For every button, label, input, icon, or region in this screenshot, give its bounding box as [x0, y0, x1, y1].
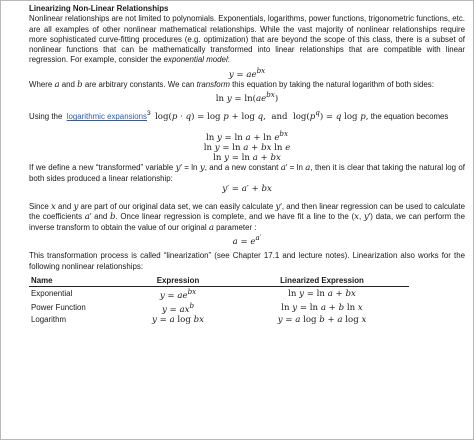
table-row: [29, 301, 409, 315]
table-cell-expression: $y = ax^b$: [161, 301, 195, 316]
equation-log-both-sides: $\ln y = \ln(ae^{bx})$: [215, 90, 279, 105]
table-header-expression: Expression: [121, 276, 235, 287]
table-header-linearized: Linearized Expression: [235, 276, 409, 287]
table-cell-expression: y = a log bx: [152, 315, 204, 326]
table-cell-name: Power Function: [31, 303, 86, 313]
table-cell-name: Logarithm: [31, 315, 67, 325]
var-b: b: [77, 79, 83, 90]
table-row: [29, 315, 409, 325]
regression-paragraph: Since x and y are part of our original data set, we can easily calculate y′, and then linear regression can be used to calculate the coefficients a′ and b. Once linear regression is complete, and we have fit a line to the (x, y′) data, we can perform the inverse transform to obtain the value of our original a parameter :: [29, 202, 466, 233]
transform-term: transform: [196, 79, 230, 89]
expansion-text-2: the equation becomes: [370, 112, 449, 122]
constants-text-2: are arbitrary constants. We can: [84, 79, 195, 89]
exponential-model-term: exponential model: [163, 55, 228, 65]
equation-derivation: [29, 129, 465, 164]
derivation-line-3: ln y = ln a + bx: [213, 153, 281, 163]
intro-colon: :: [227, 55, 230, 65]
equation-linear: y′ = a′ + bx: [222, 183, 272, 194]
linearization-paragraph: This transformation process is called “linearization” (see Chapter 17.1 and lecture notes). Linearization also works for the following nonlinear relationships:: [29, 251, 465, 271]
derivation-line-2: ln y = ln a + bx ln e: [203, 142, 291, 153]
constants-text-3: this equation by taking the natural logarithm of both sides:: [232, 79, 434, 89]
document-page: [1, 1, 473, 326]
var-a: a: [54, 79, 60, 90]
expansion-identities: log(p · q) = log p + log q, and $\log(p^q) = q$ log p,: [155, 108, 369, 123]
section-heading: Linearizing Non-Linear Relationships: [29, 4, 169, 13]
constants-text-and: and: [61, 79, 75, 89]
equation-inverse: $a = e^{a'}$: [232, 233, 262, 247]
table-header-row: [29, 276, 409, 287]
table-header-name: Name: [29, 276, 121, 287]
intro-text: Nonlinear relationships are not limited to polynomials. Exponentials, logarithms, power functions, trigonometric functions, etc. are all examples of other nonlinear mathematical relationships. While the vast majority of nonlinear relationships require more sophisticated curve-fitting procedures (e.g. optimization) that are beyond the scope of this class, there is a subset of nonlinear functions that can be mathematically transformed into linear relationships that are compatible with linear regression. For example, consider the: [29, 14, 465, 65]
table-row: [29, 287, 409, 302]
transformed-variable-paragraph: If we define a new “transformed” variable y′ = ln y, and a new constant a′ = ln a, then it is clear that taking the natural log of both sides produced a linear relationship:: [29, 163, 465, 183]
constants-text-1: Where: [29, 79, 53, 89]
table-cell-expression: $y = ae^{bx}$: [159, 287, 197, 301]
table-cell-linearized: ln y = ln a + bx: [288, 289, 356, 300]
derivation-line-1: $\ln y = \ln a + \ln e^{bx}$: [205, 128, 289, 143]
linearization-table: [29, 276, 409, 326]
intro-paragraph: [29, 14, 465, 65]
constants-paragraph: [29, 80, 465, 90]
table-cell-linearized: y = a log b + a log x: [277, 315, 367, 326]
logarithmic-expansions-link[interactable]: logarithmic expansions: [66, 112, 147, 122]
footnote-marker: 3: [147, 110, 151, 118]
table-cell-linearized: ln y = ln a + b ln x: [281, 303, 363, 314]
expansion-text-1: Using the: [29, 112, 63, 122]
table-cell-name: Exponential: [31, 289, 73, 299]
expansion-paragraph: [29, 108, 465, 122]
equation-exponential: $y = ae^{bx}$: [228, 65, 266, 80]
